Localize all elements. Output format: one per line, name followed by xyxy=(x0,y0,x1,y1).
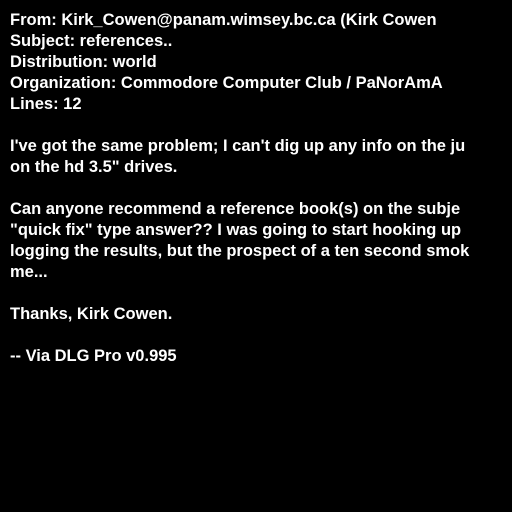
blank-line xyxy=(10,178,512,199)
header-organization: Organization: Commodore Computer Club / PaNorAmA xyxy=(10,74,443,92)
signature-line: -- Via DLG Pro v0.995 xyxy=(10,347,177,365)
signoff-line: Thanks, Kirk Cowen. xyxy=(10,305,173,323)
blank-line xyxy=(10,325,512,346)
body-line: Can anyone recommend a reference book(s) on the subje xyxy=(10,200,461,218)
blank-line xyxy=(10,115,512,136)
body-line: "quick fix" type answer?? I was going to start hooking up xyxy=(10,221,462,239)
blank-line xyxy=(10,283,512,304)
body-line: logging the results, but the prospect of a ten second smok xyxy=(10,242,470,260)
header-subject: Subject: references.. xyxy=(10,32,173,50)
message-text-area xyxy=(10,10,512,367)
header-lines: Lines: 12 xyxy=(10,95,82,113)
header-from: From: Kirk_Cowen@panam.wimsey.bc.ca (Kirk Cowen xyxy=(10,11,437,29)
body-line: me... xyxy=(10,263,48,281)
body-line: I've got the same problem; I can't dig up any info on the ju xyxy=(10,137,466,155)
body-line: on the hd 3.5" drives. xyxy=(10,158,178,176)
header-distribution: Distribution: world xyxy=(10,53,157,71)
